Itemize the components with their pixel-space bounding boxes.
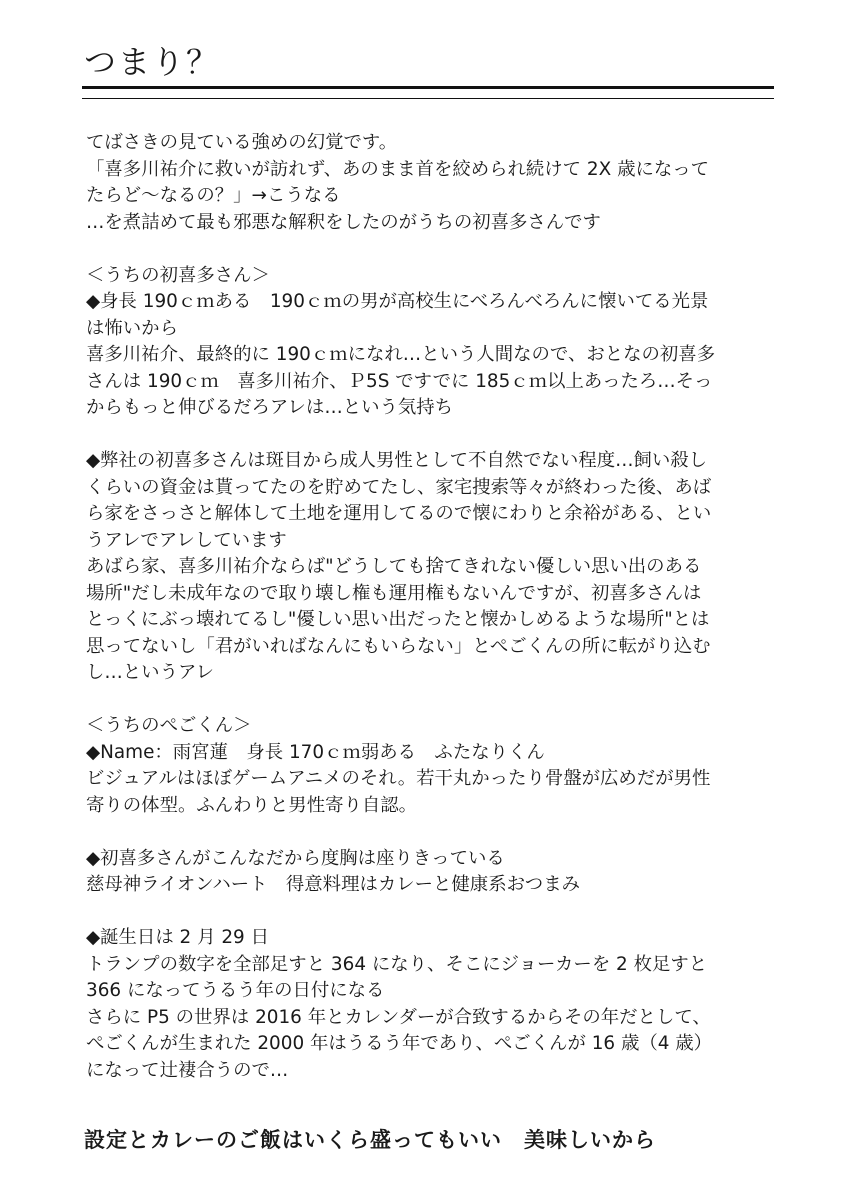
text-line: 寄りの体型。ふんわりと男性寄り自認。 — [86, 794, 418, 816]
text-line: ＜うちの初喜多さん＞ — [86, 264, 270, 286]
text-line: 喜多川祐介、最終的に 190ｃｍになれ…という人間なので、おとなの初喜多 — [86, 344, 716, 365]
page-title: つまり？ — [84, 43, 221, 81]
paragraph-gap — [86, 236, 776, 263]
paragraph-gap — [86, 422, 776, 449]
text-line: 「喜多川祐介に救いが訪れず、あのまま首を絞められ続けて 2X 歳になって — [86, 158, 710, 180]
title-underline-thick — [82, 86, 774, 89]
text-line: 366 になってうるう年の日付になる — [86, 980, 385, 1001]
text-line: うアレでアレしています — [86, 529, 287, 551]
text-line: てばさきの見ている強めの幻覚です。 — [86, 132, 398, 153]
text-line: あばら家、喜多川祐介ならば"どうしても捨てきれない優しい思い出のある — [86, 556, 702, 577]
text-line: からもっと伸びるだろアレは…という気持ち — [86, 397, 454, 418]
text-line: ぺごくんが生まれた 2000 年はうるう年であり、ぺごくんが 16 歳（4 歳） — [86, 1033, 713, 1054]
text-line: ◆誕生日は 2 月 29 日 — [86, 927, 269, 948]
text-line: ＜うちのぺごくん＞ — [86, 715, 252, 736]
text-line: ◆身長 190ｃｍある 190ｃｍの男が高校生にべろんべろんに懐いてる光景 — [86, 291, 709, 312]
text-line: たらど〜なるの？」→こうなる — [86, 185, 341, 206]
text-line: し…というアレ — [86, 662, 214, 683]
text-line: 思ってないし「君がいればなんにもいらない」とぺごくんの所に転がり込む — [86, 635, 711, 657]
text-line: 場所"だし未成年なので取り壊し権も運用権もないんですが、初喜多さんは — [86, 582, 702, 604]
paragraph-gap — [86, 899, 776, 926]
text-line: とっくにぶっ壊れてるし"優しい思い出だったと懐かしめるような場所"とは — [86, 609, 710, 630]
text-line: になって辻褄合うので… — [86, 1059, 289, 1081]
title-underline-thin — [82, 98, 774, 99]
text-line: ビジュアルはほぼゲームアニメのそれ。若干丸かったり骨盤が広めだが男性 — [86, 768, 711, 789]
text-line: さらに P5 の世界は 2016 年とカレンダーが合致するからその年だとして、 — [86, 1006, 711, 1028]
text-line: ◆Name：雨宮蓮 身長 170ｃｍ弱ある ふたなりくん — [86, 741, 545, 763]
text-line: ◆弊社の初喜多さんは斑目から成人男性として不自然でない程度…飼い殺し — [86, 450, 708, 471]
text-line: ら家をさっさと解体して土地を運用してるので懐にわりと余裕がある、とい — [86, 503, 712, 524]
body-text — [86, 130, 776, 1084]
text-line: 慈母神ライオンハート 得意料理はカレーと健康系おつまみ — [86, 874, 580, 895]
text-line: …を煮詰めて最も邪悪な解釈をしたのがうちの初喜多さんです — [86, 211, 601, 233]
closing-statement: 設定とカレーのご飯はいくら盛ってもいい 美味しいから — [84, 1128, 656, 1152]
paragraph-gap — [86, 819, 776, 846]
text-line: ◆初喜多さんがこんなだから度胸は座りきっている — [86, 847, 505, 869]
text-line: トランプの数字を全部足すと 364 になり、そこにジョーカーを 2 枚足すと — [86, 953, 708, 975]
paragraph-gap — [86, 687, 776, 714]
text-line: さんは 190ｃｍ 喜多川祐介、Ｐ5S ですでに 185ｃｍ以上あったろ…そっ — [86, 370, 713, 392]
text-line: くらいの資金は貰ってたのを貯めてたし、家宅捜索等々が終わった後、あば — [86, 476, 712, 498]
text-line: は怖いから — [86, 317, 178, 339]
